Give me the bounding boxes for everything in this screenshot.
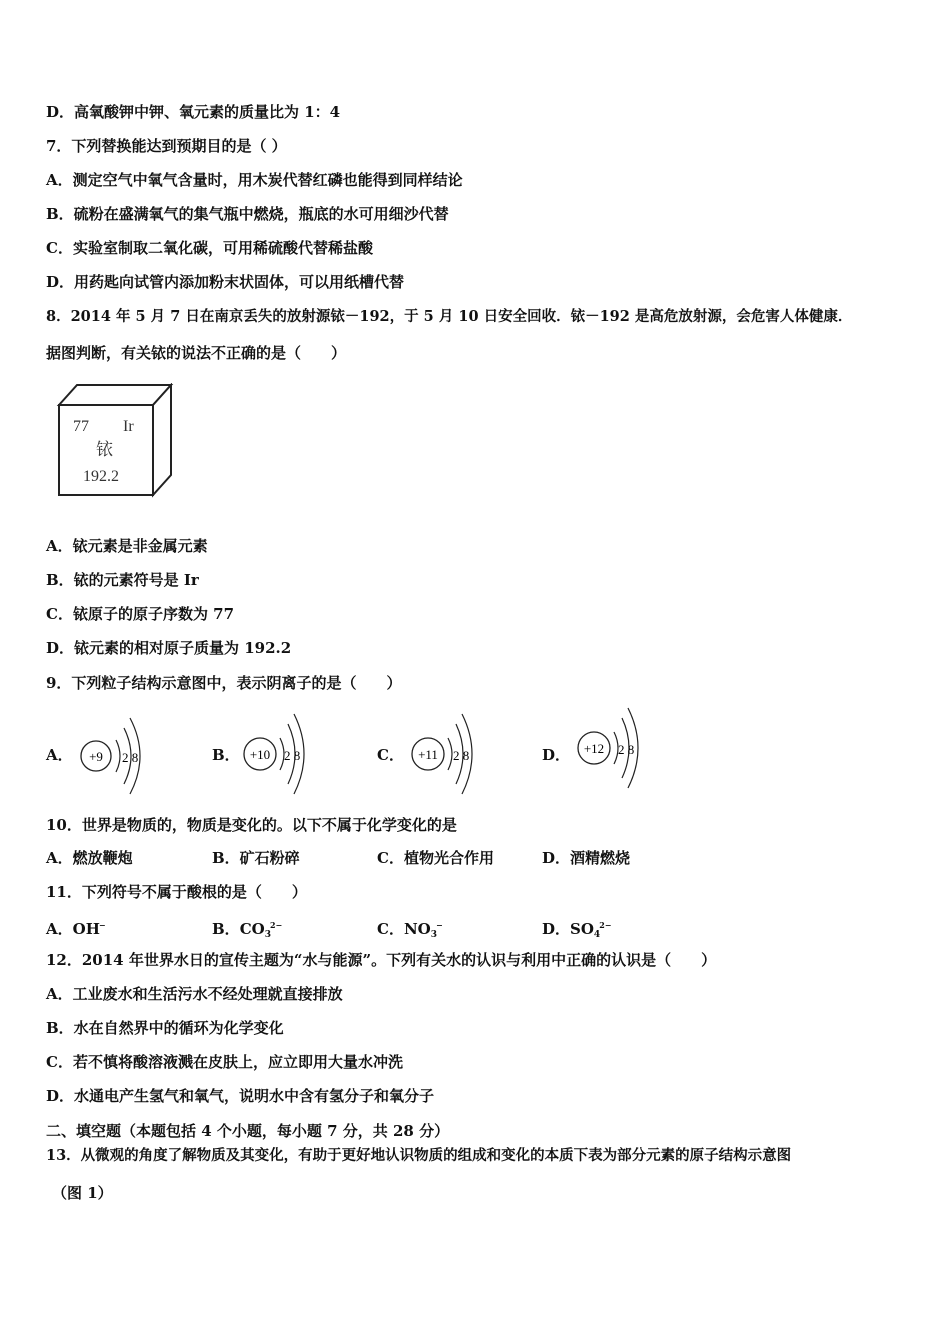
q8-option-a: A．铱元素是非金属元素 [46,537,208,555]
q7-option-c: C．实验室制取二氧化碳，可用稀硫酸代替稀盐酸 [46,239,373,257]
element-name: 铱 [96,440,113,460]
nucleus-charge: +11 [418,747,438,762]
q9-stem: 9．下列粒子结构示意图中，表示阴离子的是（ ） [46,674,402,692]
element-atomic-mass: 192.2 [83,468,119,485]
nucleus-charge: +12 [583,741,605,756]
element-card-figure [56,383,174,501]
q8-option-c: C．铱原子的原子序数为 77 [46,605,235,623]
q9-option-b-label: B． [212,746,240,764]
charge: 2− [599,920,612,930]
q8-stem-line1: 8．2014 年 5 月 7 日在南京丢失的放射源铱－192，于 5 月 10 日安全回收．铱－192 是高危放射源，会危害人体健康． [46,308,853,325]
element-symbol: Ir [123,418,134,435]
atom-diagram-c [404,710,494,798]
option-prefix: A． [46,920,73,938]
q8-option-b: B．铱的元素符号是 Ir [46,571,199,589]
subscript: 3 [430,930,437,940]
q9-option-c-label: C． [377,746,404,764]
q7-stem: 7．下列替换能达到预期目的是（ ） [46,137,287,155]
q11-option-c [377,915,443,945]
nucleus-charge: +10 [249,747,271,762]
q11-option-d [542,915,611,945]
q10-stem: 10．世界是物质的，物质是变化的。以下不属于化学变化的是 [46,816,457,834]
q10-option-d: D．酒精燃烧 [542,849,631,867]
q11-stem: 11．下列符号不属于酸根的是（ ） [46,883,307,901]
subscript: 4 [593,930,601,940]
nucleus-charge: +9 [89,749,103,764]
q10-option-a: A．燃放鞭炮 [46,849,133,867]
q9-option-a-label: A． [46,746,73,764]
atom-diagram-d [572,704,662,792]
element-card-side-face [153,385,171,495]
atom-diagram-b [236,710,326,798]
q12-option-a: A．工业废水和生活污水不经处理就直接排放 [46,985,343,1003]
q8-option-d: D．铱元素的相对原子质量为 192.2 [46,639,292,657]
q13-stem: 13．从微观的角度了解物质及其变化，有助于更好地认识物质的组成和变化的本质下表为部分元素的原子结构示意图 [46,1147,792,1164]
q12-stem: 12．2014 年世界水日的宣传主题为“水与能源”。下列有关水的认识与利用中正确的认识是（ ） [46,951,717,969]
formula: CO [239,920,265,938]
q8-stem-line2: 据图判断，有关铱的说法不正确的是（ ） [46,344,347,362]
q11-option-b [212,915,282,945]
formula: NO [403,920,431,938]
formula: OH [72,920,100,938]
q11-option-a [46,915,106,939]
q7-option-b: B．硫粉在盛满氧气的集气瓶中燃烧，瓶底的水可用细沙代替 [46,205,449,223]
q7-option-d: D．用药匙向试管内添加粉末状固体，可以用纸槽代替 [46,273,405,291]
q10-option-b: B．矿石粉碎 [212,849,300,867]
formula: SO [570,920,594,938]
charge: 2− [269,920,283,930]
charge: − [98,920,106,930]
q7-option-a: A．测定空气中氧气含量时，用木炭代替红磷也能得到同样结论 [46,171,463,189]
electron-shells: 2 8 [618,742,635,757]
section-2-heading: 二、填空题（本题包括 4 个小题，每小题 7 分，共 28 分） [46,1122,450,1140]
atom-diagram-a [72,710,162,798]
subscript: 3 [264,930,271,940]
element-atomic-number: 77 [73,418,89,435]
element-card-top-face [59,385,171,405]
electron-shells: 2 8 [453,748,470,763]
option-prefix: D． [542,920,571,938]
q9-option-d-label: D． [542,746,571,764]
q6-option-d: D．高氧酸钾中钾、氧元素的质量比为 1：4 [46,103,341,121]
q13-figure-label: （图 1） [52,1184,113,1202]
q12-option-b: B．水在自然界中的循环为化学变化 [46,1019,284,1037]
option-prefix: B． [212,920,240,938]
q12-option-d: D．水通电产生氢气和氧气，说明水中含有氢分子和氧分子 [46,1087,435,1105]
q10-option-c: C．植物光合作用 [377,849,494,867]
q12-option-c: C．若不慎将酸溶液溅在皮肤上，应立即用大量水冲洗 [46,1053,403,1071]
electron-shells: 2 8 [284,748,301,763]
charge: − [436,920,443,930]
electron-shells: 2 8 [122,750,139,765]
option-prefix: C． [377,920,404,938]
